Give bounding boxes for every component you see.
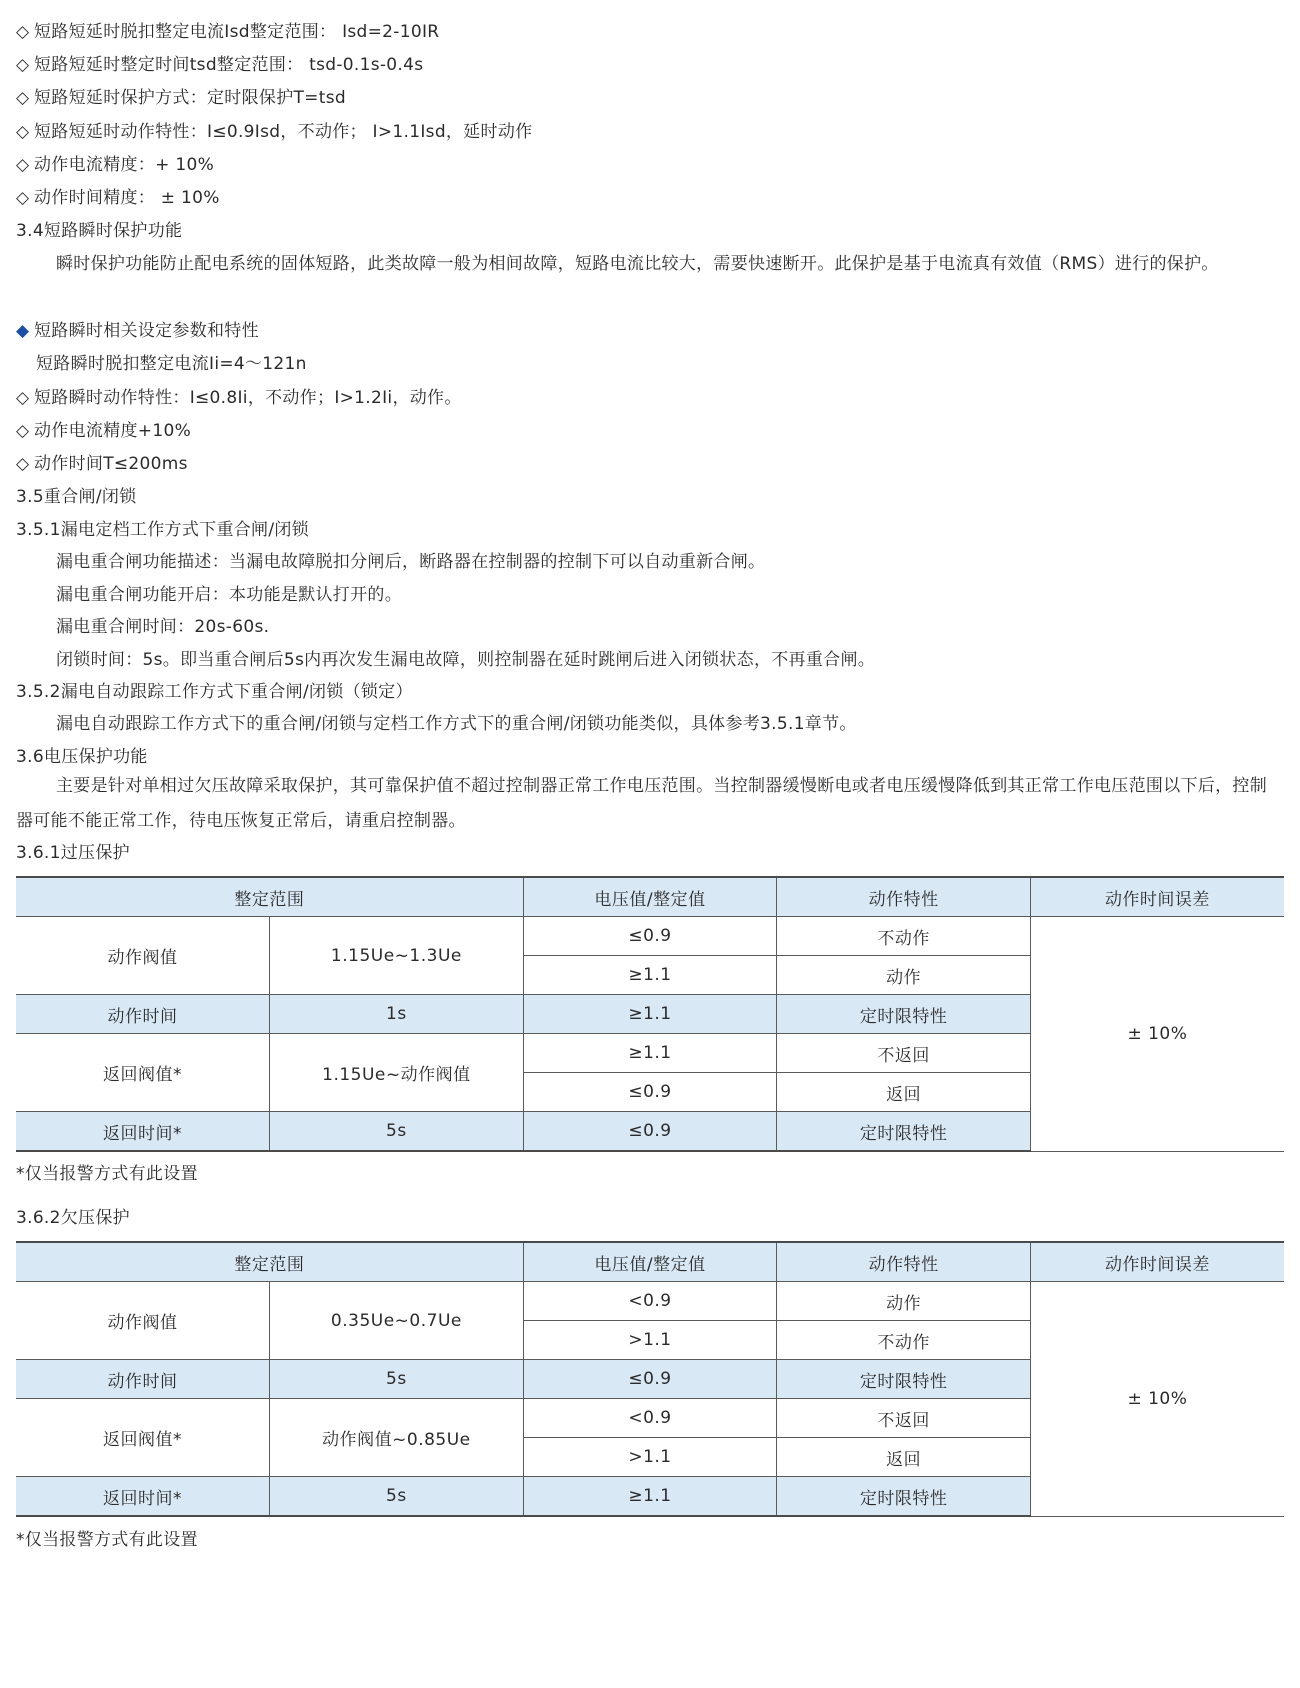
row-range: 5s [270, 1112, 524, 1152]
hollow-diamond-icon: ◇ [16, 454, 30, 474]
voltage-ratio: <0.9 [523, 1282, 777, 1321]
voltage-ratio: ≤0.9 [523, 1112, 777, 1152]
row-range: 动作阀值~0.85Ue [270, 1399, 524, 1477]
voltage-ratio: ≤0.9 [523, 1360, 777, 1399]
voltage-ratio: ≤0.9 [523, 917, 777, 956]
section-heading-3-6: 3.6电压保护功能 [16, 747, 148, 767]
hollow-diamond-icon: ◇ [16, 122, 30, 142]
body-line: 漏电重合闸功能描述：当漏电故障脱扣分闸后，断路器在控制器的控制下可以自动重新合闸。 [56, 552, 766, 572]
characteristic: 不动作 [777, 917, 1031, 956]
voltage-ratio: ≥1.1 [523, 995, 777, 1034]
undervoltage-table [16, 1241, 1284, 1517]
row-range: 1.15Ue~动作阀值 [270, 1034, 524, 1112]
characteristic: 不返回 [777, 1034, 1031, 1073]
spec-line: ◇ 动作电流精度+10% [16, 421, 192, 441]
row-label: 动作时间 [16, 995, 270, 1034]
characteristic: 定时限特性 [777, 995, 1031, 1034]
characteristic: 返回 [777, 1438, 1031, 1477]
hollow-diamond-icon: ◇ [16, 388, 30, 408]
hollow-diamond-icon: ◇ [16, 421, 30, 441]
characteristic: 动作 [777, 1282, 1031, 1321]
voltage-ratio: <0.9 [523, 1399, 777, 1438]
row-label: 返回时间* [16, 1112, 270, 1152]
section-heading-3-5-1: 3.5.1漏电定档工作方式下重合闸/闭锁 [16, 520, 309, 540]
hollow-diamond-icon: ◇ [16, 88, 30, 108]
row-range: 5s [270, 1360, 524, 1399]
characteristic: 不动作 [777, 1321, 1031, 1360]
section-3-6-paragraph: 主要是针对单相过欠压故障采取保护，其可靠保护值不超过控制器正常工作电压范围。当控制器缓慢断电或者电压缓慢降低到其正常工作电压范围以下后，控制器可能不能正常工作，待电压恢复正常后，请重启控制器。 [16, 776, 1267, 831]
overvoltage-table [16, 876, 1284, 1152]
row-label: 动作阀值 [16, 1282, 270, 1360]
header-time-error: 动作时间误差 [1030, 877, 1284, 917]
section-heading-3-5-2: 3.5.2漏电自动跟踪工作方式下重合闸/闭锁（锁定） [16, 682, 413, 702]
row-label: 动作阀值 [16, 917, 270, 995]
section-3-4-paragraph: 瞬时保护功能防止配电系统的固体短路，此类故障一般为相间故障，短路电流比较大，需要快速断开。此保护是基于电流真有效值（RMS）进行的保护。 [56, 254, 1219, 274]
row-label: 返回时间* [16, 1477, 270, 1517]
section-heading-3-6-1: 3.6.1过压保护 [16, 843, 130, 863]
spec-line: ◇ 短路短延时脱扣整定电流Isd整定范围： Isd=2-10IR [16, 22, 440, 42]
body-line: 漏电重合闸功能开启：本功能是默认打开的。 [56, 585, 402, 605]
hollow-diamond-icon: ◇ [16, 155, 30, 175]
voltage-ratio: >1.1 [523, 1321, 777, 1360]
characteristic: 不返回 [777, 1399, 1031, 1438]
hollow-diamond-icon: ◇ [16, 22, 30, 42]
subheading: ◆ 短路瞬时相关设定参数和特性 [16, 321, 259, 341]
header-voltage-ratio: 电压值/整定值 [523, 1242, 777, 1282]
row-label: 返回阀值* [16, 1034, 270, 1112]
spec-line: ◇ 短路短延时整定时间tsd整定范围： tsd-0.1s-0.4s [16, 55, 424, 75]
characteristic: 返回 [777, 1073, 1031, 1112]
characteristic: 定时限特性 [777, 1360, 1031, 1399]
hollow-diamond-icon: ◇ [16, 55, 30, 75]
time-error-value: ± 10% [1030, 917, 1284, 1152]
voltage-ratio: ≥1.1 [523, 956, 777, 995]
time-error-value: ± 10% [1030, 1282, 1284, 1517]
characteristic: 动作 [777, 956, 1031, 995]
header-voltage-ratio: 电压值/整定值 [523, 877, 777, 917]
voltage-ratio: ≥1.1 [523, 1034, 777, 1073]
row-range: 0.35Ue~0.7Ue [270, 1282, 524, 1360]
spec-line: ◇ 动作电流精度：+ 10% [16, 155, 215, 175]
row-range: 1.15Ue~1.3Ue [270, 917, 524, 995]
voltage-ratio: >1.1 [523, 1438, 777, 1477]
spec-line: ◇ 动作时间T≤200ms [16, 454, 188, 474]
voltage-ratio: ≤0.9 [523, 1073, 777, 1112]
voltage-ratio: ≥1.1 [523, 1477, 777, 1517]
header-characteristic: 动作特性 [777, 877, 1031, 917]
section-heading-3-4: 3.4短路瞬时保护功能 [16, 221, 183, 241]
spec-line: ◇ 短路短延时动作特性：I≤0.9Isd，不动作； I>1.1Isd，延时动作 [16, 122, 533, 142]
body-line: 漏电自动跟踪工作方式下的重合闸/闭锁与定档工作方式下的重合闸/闭锁功能类似，具体参考3.5.1章节。 [56, 714, 857, 734]
row-label: 返回阀值* [16, 1399, 270, 1477]
hollow-diamond-icon: ◇ [16, 188, 30, 208]
header-range: 整定范围 [16, 1242, 523, 1282]
row-range: 1s [270, 995, 524, 1034]
body-line: 闭锁时间：5s。即当重合闸后5s内再次发生漏电故障，则控制器在延时跳闸后进入闭锁状态，不再重合闸。 [56, 650, 876, 670]
section-heading-3-6-2: 3.6.2欠压保护 [16, 1208, 130, 1228]
row-label: 动作时间 [16, 1360, 270, 1399]
row-range: 5s [270, 1477, 524, 1517]
spec-line: ◇ 动作时间精度： ± 10% [16, 188, 220, 208]
header-time-error: 动作时间误差 [1030, 1242, 1284, 1282]
spec-line: 短路瞬时脱扣整定电流Ii=4～121n [36, 354, 307, 374]
characteristic: 定时限特性 [777, 1477, 1031, 1517]
footnote: *仅当报警方式有此设置 [16, 1164, 198, 1184]
spec-line: ◇ 短路短延时保护方式：定时限保护T=tsd [16, 88, 346, 108]
section-heading-3-5: 3.5重合闸/闭锁 [16, 487, 137, 507]
body-line: 漏电重合闸时间：20s-60s. [56, 617, 270, 637]
characteristic: 定时限特性 [777, 1112, 1031, 1152]
header-characteristic: 动作特性 [777, 1242, 1031, 1282]
solid-diamond-icon: ◆ [16, 321, 30, 341]
spec-line: ◇ 短路瞬时动作特性：I≤0.8Ii，不动作；I>1.2Ii，动作。 [16, 388, 462, 408]
footnote: *仅当报警方式有此设置 [16, 1530, 198, 1550]
header-range: 整定范围 [16, 877, 523, 917]
